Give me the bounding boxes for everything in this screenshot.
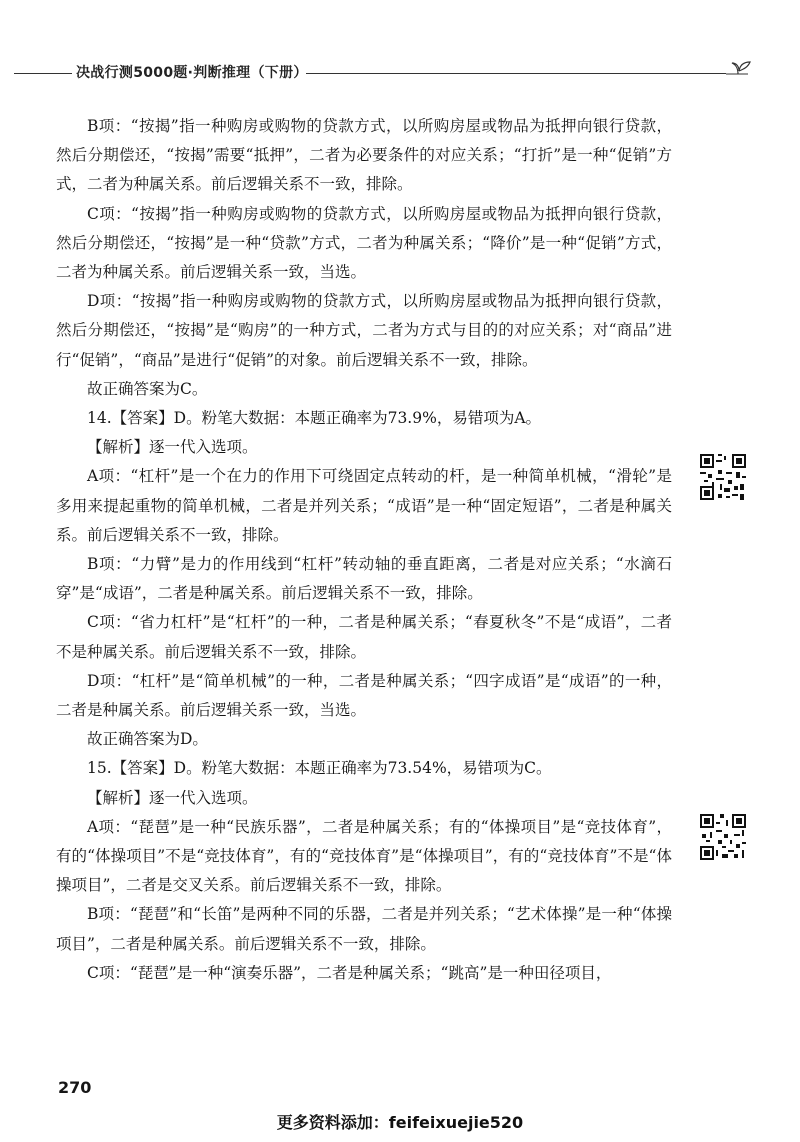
running-header xyxy=(0,58,800,88)
paragraph-option-b: B项：“按揭”指一种购房或购物的贷款方式，以所购房屋或物品为抵押向银行贷款，然后分期偿还，“按揭”需要“抵押”，二者为必要条件的对应关系；“打折”是一种“促销”方式，二者为种属关系。前后逻辑关系不一致，排除。 xyxy=(56,117,672,194)
question-15-analysis-heading: 【解析】逐一代入选项。 xyxy=(87,788,258,807)
paragraph-option-c: C项：“省力杠杆”是“杠杆”的一种，二者是种属关系；“春夏秋冬”不是“成语”，二者不是种属关系。前后逻辑关系不一致，排除。 xyxy=(56,613,672,661)
sprout-icon xyxy=(724,58,754,84)
qr-code-icon xyxy=(698,452,748,502)
qr-code-icon xyxy=(698,812,748,862)
question-15-answer: 15.【答案】D。粉笔大数据：本题正确率为73.54%，易错项为C。 xyxy=(87,759,552,778)
page-number: 270 xyxy=(58,1078,92,1097)
question-14-analysis-heading: 【解析】逐一代入选项。 xyxy=(87,438,258,457)
paragraph-option-d: D项：“按揭”指一种购房或购物的贷款方式，以所购房屋或物品为抵押向银行贷款，然后分期偿还，“按揭”是“购房”的一种方式，二者为方式与目的的对应关系；对“商品”进行“促销”，“商品”是进行“促销”的对象。前后逻辑关系不一致，排除。 xyxy=(56,292,672,369)
page-body xyxy=(56,112,672,988)
answer-conclusion: 故正确答案为C。 xyxy=(87,379,208,398)
paragraph-option-c: C项：“按揭”指一种购房或购物的贷款方式，以所购房屋或物品为抵押向银行贷款，然后分期偿还，“按揭”是一种“贷款”方式，二者为种属关系；“降价”是一种“促销”方式，二者为种属关系。前后逻辑关系一致，当选。 xyxy=(56,204,672,282)
paragraph-option-a: A项：“杠杆”是一个在力的作用下可绕固定点转动的杆，是一种简单机械，“滑轮”是多用来提起重物的简单机械，二者是并列关系；“成语”是一种“固定短语”，二者是种属关系。前后逻辑关系不一致，排除。 xyxy=(56,467,672,544)
paragraph-option-b: B项：“琵琶”和“长笛”是两种不同的乐器，二者是并列关系；“艺术体操”是一种“体操项目”，二者是种属关系。前后逻辑关系不一致，排除。 xyxy=(56,905,672,953)
answer-conclusion: 故正确答案为D。 xyxy=(87,730,208,749)
paragraph-option-c: C项：“琵琶”是一种“演奏乐器”，二者是种属关系；“跳高”是一种田径项目， xyxy=(87,963,612,982)
question-14-answer: 14.【答案】D。粉笔大数据：本题正确率为73.9%，易错项为A。 xyxy=(87,409,542,428)
watermark-text: 更多资料添加：feifeixuejie520 xyxy=(276,1113,524,1132)
book-title: 决战行测5000题·判断推理（下册） xyxy=(76,65,308,81)
header-rule-left xyxy=(14,73,72,74)
paragraph-option-d: D项：“杠杆”是“简单机械”的一种，二者是种属关系；“四字成语”是“成语”的一种，二者是种属关系。前后逻辑关系一致，当选。 xyxy=(56,671,672,720)
paragraph-option-a: A项：“琵琶”是一种“民族乐器”，二者是种属关系；有的“体操项目”是“竞技体育”，有的“体操项目”不是“竞技体育”，有的“竞技体育”是“体操项目”，有的“竞技体育”不是“体操项目”，二者是交叉关系。前后逻辑关系不一致，排除。 xyxy=(56,817,672,895)
paragraph-option-b: B项：“力臂”是力的作用线到“杠杆”转动轴的垂直距离，二者是对应关系；“水滴石穿”是“成语”，二者是种属关系。前后逻辑关系不一致，排除。 xyxy=(56,555,672,603)
header-rule-right xyxy=(306,73,726,74)
